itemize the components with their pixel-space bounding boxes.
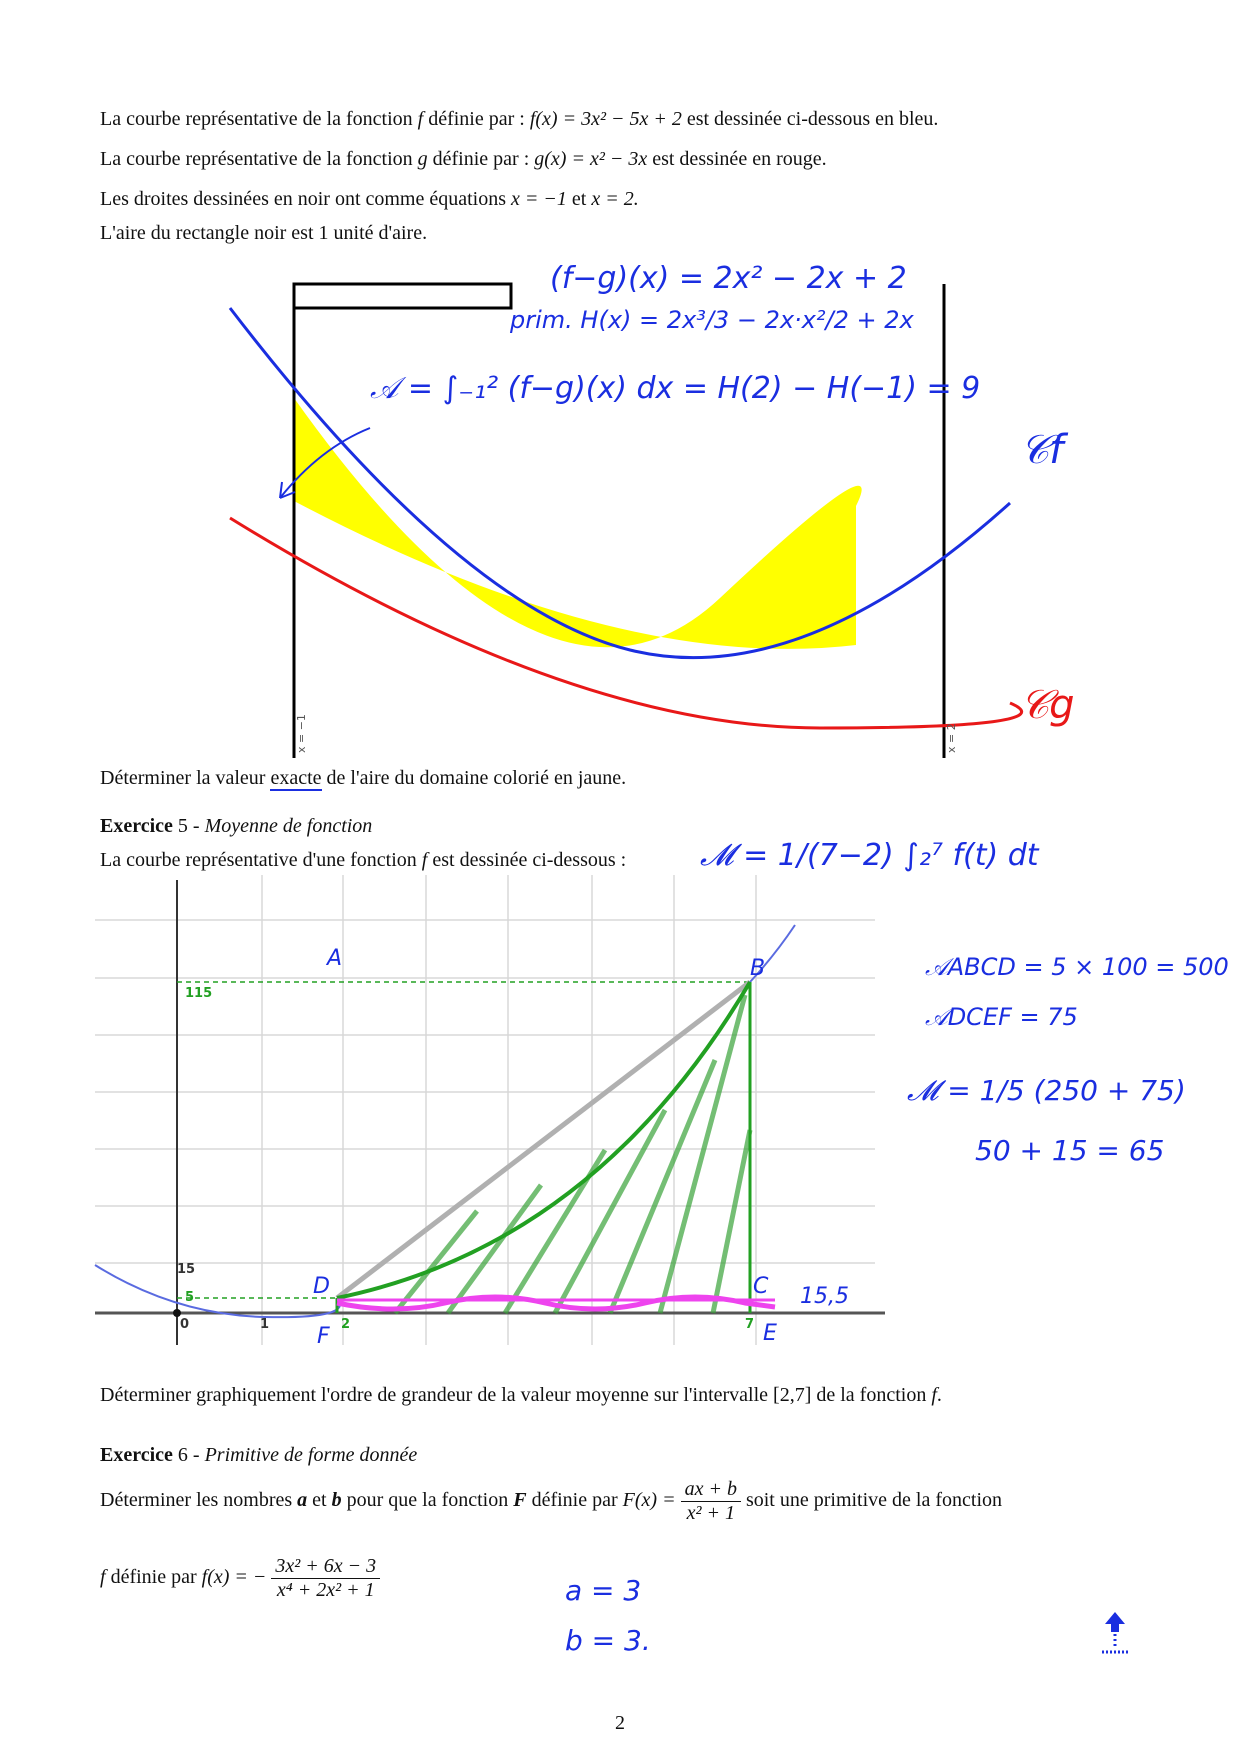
tick-0: 0 bbox=[180, 1317, 190, 1332]
hand-mean-1: 𝓜 = 1/5 (250 + 75) bbox=[907, 1074, 1186, 1107]
page-number: 2 bbox=[615, 1712, 625, 1734]
intro-line-4: L'aire du rectangle noir est 1 unité d'aire. bbox=[100, 222, 428, 244]
unit-rectangle bbox=[294, 284, 511, 308]
point-C: C bbox=[753, 1274, 769, 1299]
tick-15: 15 bbox=[177, 1262, 196, 1277]
scroll-up-icon[interactable] bbox=[1100, 1612, 1130, 1654]
ex5-intro: La courbe représentative d'une fonction f est dessinée ci-dessous : bbox=[100, 849, 627, 871]
point-B: B bbox=[750, 956, 766, 981]
label-x-minus-1: x = −1 bbox=[295, 714, 308, 753]
tick-115: 115 bbox=[185, 986, 213, 1001]
label-x-2: x = 2 bbox=[945, 723, 958, 753]
intro-line-3: Les droites dessinées en noir ont comme équations x = −1 et x = 2. bbox=[100, 188, 639, 210]
ex6-line-2: f définie par f(x) = − $\frac{\text{3x² + 6x − 3}}{\text{x⁴ + 2x² + 1}}$ bbox=[100, 1555, 380, 1602]
intro-line-2: La courbe représentative de la fonction g définie par : g(x) = x² − 3x est dessinée en rouge. bbox=[100, 148, 827, 170]
ex5-question: Déterminer graphiquement l'ordre de grandeur de la valeur moyenne sur l'intervalle [2,7] de la fonction f. bbox=[100, 1384, 942, 1406]
hand-label-cf: 𝒞f bbox=[1020, 427, 1064, 473]
point-D: D bbox=[313, 1274, 330, 1299]
point-origin bbox=[173, 1309, 181, 1317]
hand-label-cg: 𝒞g bbox=[1020, 682, 1075, 728]
hand-answer-a: a = 3 bbox=[565, 1574, 642, 1607]
curve-g bbox=[230, 518, 1022, 728]
figure-area-between-curves bbox=[220, 248, 1220, 768]
hand-area-DCEF: 𝒜DCEF = 75 bbox=[925, 1003, 1078, 1031]
hand-mean-formula: 𝓜 = 1/(7−2) ∫₂⁷ f(t) dt bbox=[700, 838, 1039, 873]
point-F: F bbox=[317, 1324, 330, 1349]
figure-mean-value bbox=[95, 875, 1235, 1360]
point-A: A bbox=[327, 946, 343, 971]
ex6-heading: Exercice 6 - Primitive de forme donnée bbox=[100, 1444, 418, 1466]
tick-5: 5 bbox=[185, 1290, 195, 1305]
tick-2: 2 bbox=[341, 1317, 351, 1332]
tick-1: 1 bbox=[260, 1317, 270, 1332]
hand-mean-2: 50 + 15 = 65 bbox=[975, 1134, 1165, 1167]
hand-primitive-H: prim. H(x) = 2x³/3 − 2x·x²/2 + 2x bbox=[510, 306, 914, 334]
intro-line-1: La courbe représentative de la fonction f définie par : f(x) = 3x² − 5x + 2 est dessinée ci-dessous en bleu. bbox=[100, 108, 939, 130]
f-fraction: $\frac{\text{3x² + 6x − 3}}{\text{x⁴ + 2x² + 1}}$ bbox=[271, 1555, 380, 1602]
ex6-hand-answers bbox=[560, 1560, 760, 1670]
question-exact-area: Déterminer la valeur exacte de l'aire du domaine colorié en jaune. bbox=[100, 767, 627, 789]
hand-answer-b: b = 3. bbox=[565, 1624, 651, 1657]
F-fraction: $\frac{ax + b}{\text{x² + 1}}$ bbox=[681, 1478, 741, 1525]
curve-f-blue bbox=[95, 1265, 340, 1317]
yellow-area bbox=[294, 398, 862, 649]
hand-area-ABCD: 𝒜ABCD = 5 × 100 = 500 bbox=[925, 953, 1229, 981]
point-E: E bbox=[763, 1321, 777, 1346]
ex6-line-1: Déterminer les nombres a et b pour que la fonction F définie par F(x) = $\frac{ax + b}{\text{x² + 1}}$ soit une primitive de la fonction bbox=[100, 1478, 1003, 1524]
hand-area-integral: 𝒜 = ∫₋₁² (f−g)(x) dx = H(2) − H(−1) = 9 bbox=[370, 371, 981, 406]
tick-7: 7 bbox=[745, 1317, 755, 1332]
hand-15-5: 15,5 bbox=[800, 1284, 849, 1309]
hand-f-minus-g: (f−g)(x) = 2x² − 2x + 2 bbox=[550, 261, 907, 296]
ex5-heading: Exercice 5 - Moyenne de fonction bbox=[100, 815, 373, 837]
